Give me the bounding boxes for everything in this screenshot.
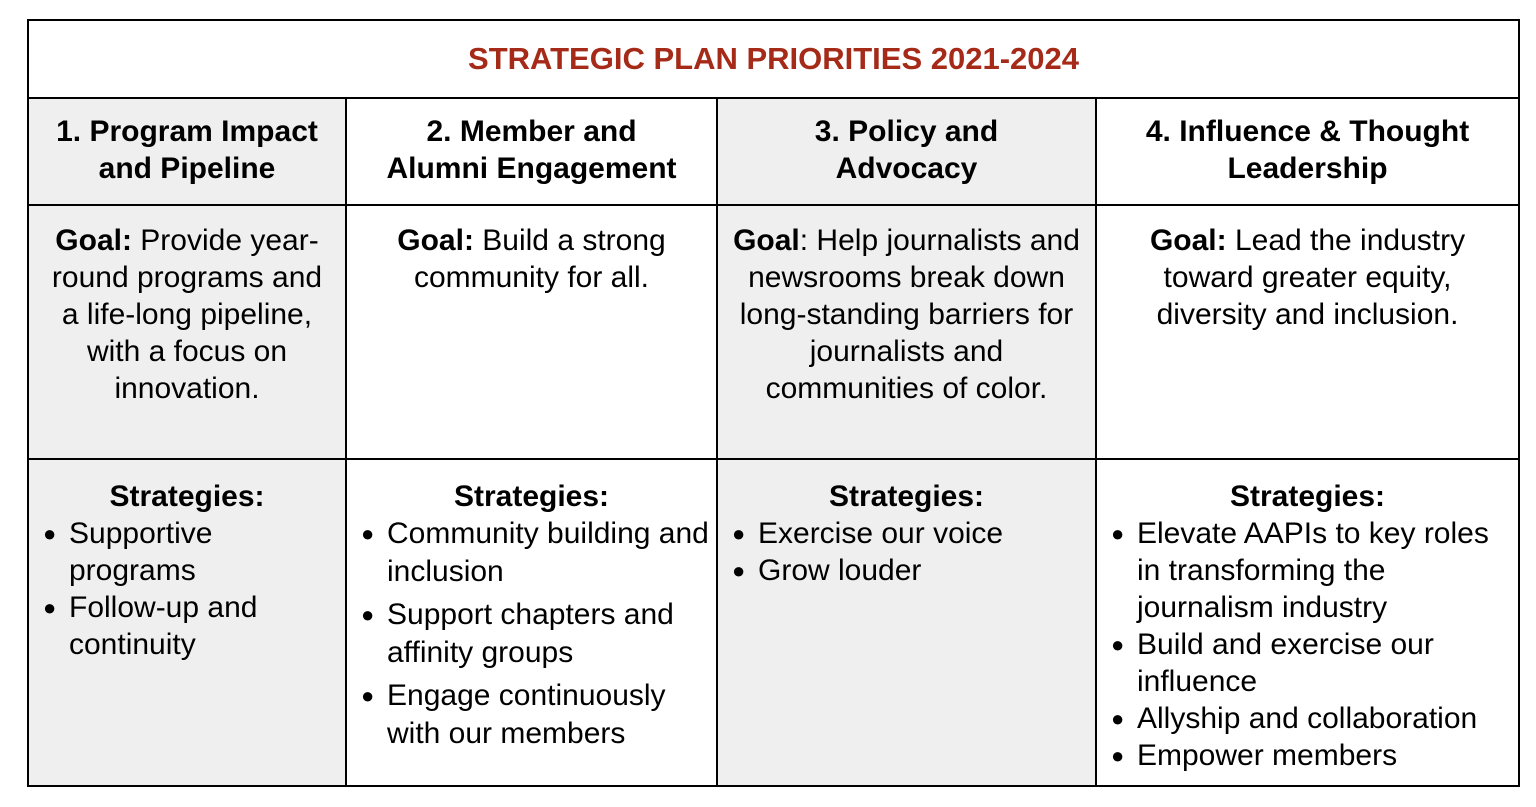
strategies-list-3 (718, 515, 1095, 589)
strategy-text: Elevate AAPIs to key roles in transforming the journalism industry (1137, 517, 1489, 624)
list-item (43, 515, 339, 589)
column-heading-2 (347, 113, 716, 187)
table-title: STRATEGIC PLAN PRIORITIES 2021-2024 (468, 41, 1080, 76)
strategies-cell-4 (1096, 459, 1519, 786)
bullet-icon: ● (1111, 743, 1125, 768)
list-item (1111, 515, 1512, 626)
heading-cell-2 (346, 98, 717, 205)
bullet-icon: ● (1111, 706, 1125, 731)
column-heading-1 (29, 113, 345, 187)
strategies-list-2 (347, 515, 716, 753)
bullet-icon: ● (732, 558, 746, 583)
strategy-text: Build and exercise our influence (1137, 628, 1434, 698)
strategies-cell-1 (28, 459, 346, 786)
column-heading-1-line-1: 1. Program Impact (56, 115, 318, 148)
column-heading-2-line-2: Alumni Engagement (386, 152, 677, 185)
column-heading-4-line-2: Leadership (1227, 152, 1388, 185)
strategies-heading-4: Strategies: (1229, 480, 1386, 513)
goal-label-1: Goal: (55, 224, 132, 257)
heading-cell-1 (28, 98, 346, 205)
heading-row (28, 98, 1519, 205)
goal-text-2 (347, 222, 716, 296)
strategy-text: Empower members (1137, 739, 1398, 772)
goal-label-2: Goal: (397, 224, 474, 257)
bullet-icon: ● (732, 521, 746, 546)
bullet-icon: ● (43, 595, 57, 620)
strategies-list-1 (29, 515, 345, 663)
goal-row (28, 205, 1519, 459)
goal-text-3 (718, 222, 1095, 407)
strategies-cell-2 (346, 459, 717, 786)
strategy-text: Follow-up and continuity (69, 591, 258, 661)
title-row (28, 20, 1519, 98)
list-item (1111, 626, 1512, 700)
heading-cell-4 (1096, 98, 1519, 205)
goal-cell-4 (1096, 205, 1519, 459)
strategies-heading-1: Strategies: (109, 480, 265, 513)
strategies-cell-3 (717, 459, 1096, 786)
strategy-text: Grow louder (758, 554, 922, 587)
strategies-list-4 (1097, 515, 1518, 774)
column-heading-3 (718, 113, 1095, 187)
bullet-icon: ● (361, 602, 375, 627)
strategies-row (28, 459, 1519, 786)
column-heading-4 (1097, 113, 1518, 187)
bullet-icon: ● (1111, 632, 1125, 657)
list-item (1111, 737, 1512, 774)
column-heading-4-line-1: 4. Influence & Thought (1145, 115, 1470, 148)
goal-label-4: Goal: (1149, 224, 1227, 257)
strategies-heading-3: Strategies: (828, 480, 985, 513)
bullet-icon: ● (1111, 521, 1125, 546)
goal-cell-2 (346, 205, 717, 459)
strategy-text: Support chapters and affinity groups (387, 598, 674, 669)
goal-body-2: Build a strong community for all. (413, 224, 666, 294)
column-heading-2-line-1: 2. Member and (426, 115, 637, 148)
bullet-icon: ● (361, 521, 375, 546)
goal-body-1: Provide year-round programs and a life-long pipeline, with a focus on innovation. (51, 224, 323, 405)
column-heading-1-line-2: and Pipeline (98, 152, 276, 185)
title-cell (28, 20, 1519, 98)
goal-label-3: Goal (733, 224, 800, 257)
goal-cell-3 (717, 205, 1096, 459)
goal-text-4 (1097, 222, 1518, 333)
bullet-icon: ● (361, 683, 375, 708)
column-heading-3-line-1: 3. Policy and (814, 115, 999, 148)
list-item (361, 677, 710, 753)
column-heading-3-line-2: Advocacy (835, 152, 978, 185)
list-item (361, 515, 710, 591)
goal-body-3: : Help journalists and newsrooms break down long-standing barriers for journalists and communities of color. (739, 224, 1080, 405)
strategy-text: Exercise our voice (758, 517, 1004, 550)
goal-cell-1 (28, 205, 346, 459)
list-item (1111, 700, 1512, 737)
strategy-text: Allyship and collaboration (1137, 702, 1478, 735)
goal-text-1 (29, 222, 345, 407)
strategic-plan-table (27, 19, 1520, 787)
strategy-text: Supportive programs (69, 517, 213, 587)
goal-body-4: Lead the industry toward greater equity, diversity and inclusion. (1156, 224, 1466, 331)
list-item (43, 589, 339, 663)
bullet-icon: ● (43, 521, 57, 546)
strategies-heading-2: Strategies: (453, 480, 610, 513)
strategy-text: Engage continuously with our members (387, 679, 666, 750)
list-item (732, 552, 1089, 589)
list-item (361, 596, 710, 672)
strategy-text: Community building and inclusion (387, 517, 709, 588)
list-item (732, 515, 1089, 552)
heading-cell-3 (717, 98, 1096, 205)
